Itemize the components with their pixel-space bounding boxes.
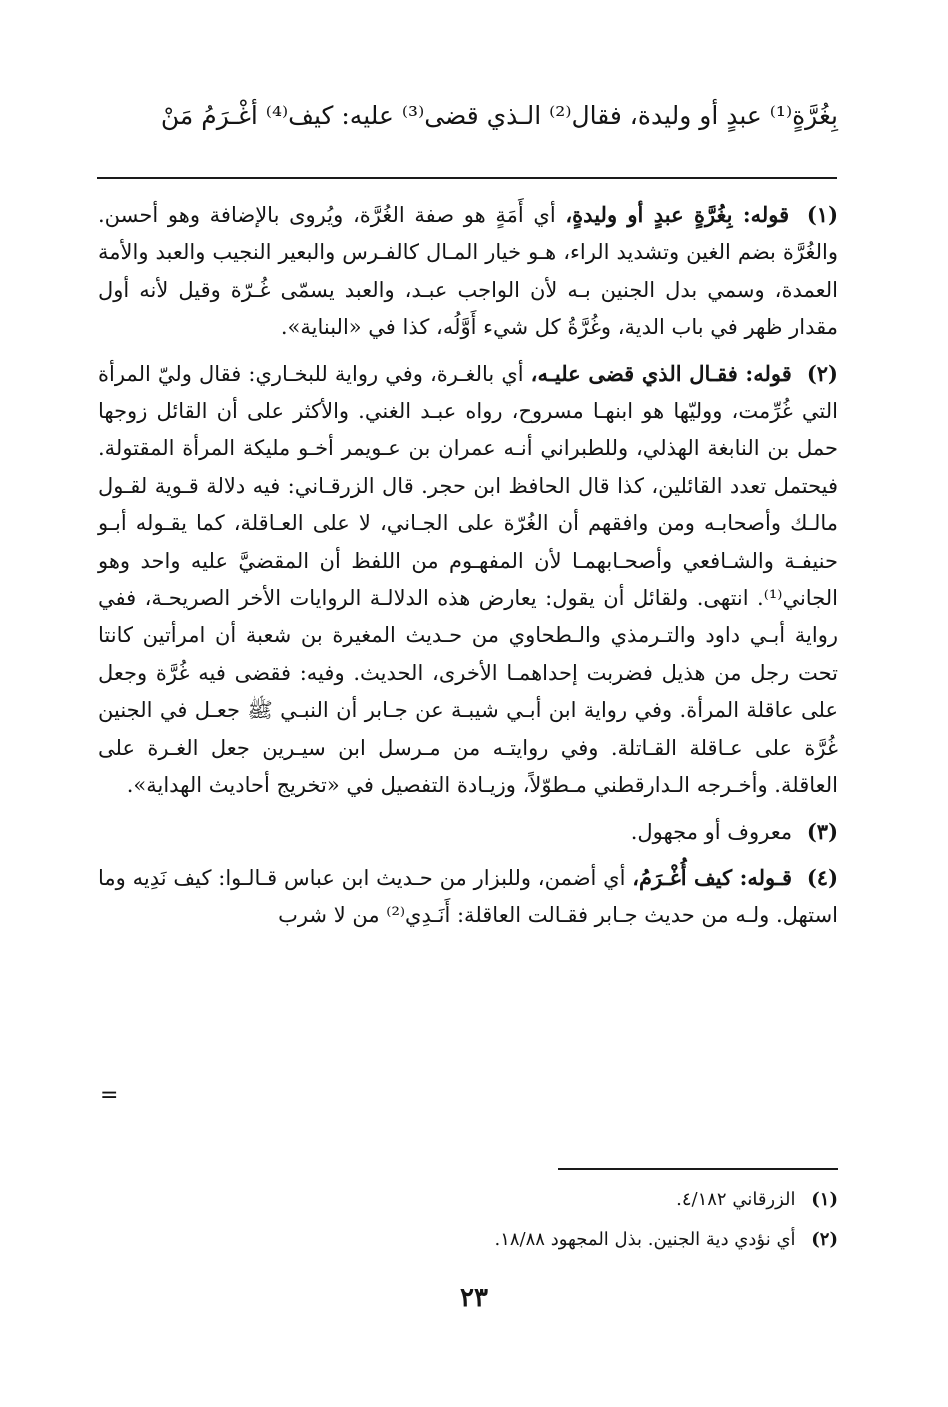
main-text-divider	[97, 177, 837, 179]
continuation-mark: =	[100, 1083, 119, 1108]
footnote-text: أي أَمَةٍ هو صفة الغُرَّة، ويُروى بالإضافة وهو أحسن. والغُرَّة بضم الغين وتشديد الراء، هـو خيار المـال كالفـرس والبعير النجيب والعبد والأمة العمدة، وسمي بدل الجنين بـه لأن الواجب عبـد، والعبد يسمّى غُـرّة وقيل لأنه أول مقدار ظهر في باب الدية، وغُرَّةُ كل شيء أَوَّلُه، كذا في «البناية».	[98, 203, 838, 340]
main-text-line: بِغُرَّةٍ⁽¹⁾ عبدٍ أو وليدة، فقال⁽²⁾ الـذي قضى⁽³⁾ عليه: كيف⁽⁴⁾ أغْـرَمُ مَنْ	[160, 101, 838, 130]
reference-text: أي نؤدي دية الجنين. بذل المجهود ١٨/٨٨.	[494, 1229, 796, 1250]
reference-number: (٢)	[811, 1229, 838, 1250]
footnote-number: (٤)	[806, 864, 838, 890]
reference-1	[98, 1180, 838, 1220]
footnote-lead: قـوله: كيف أُغْـرَمُ،	[632, 864, 793, 890]
footnote-text: أي بالغـرة، وفي رواية للبخـاري: فقال وليّ المرأة التي غُرِّمت، ووليّها هو ابنهـا مسروح، رواه عبـد الغني. والأكثر على أن القائل زوجها حمل بن النابغة الهذلي، وللطبراني أنـه عمران بن عـويمر أخـو مليكة المرأة المقتولة. فيحتمل تعدد القائلين، كذا قال الحافظ ابن حجر. قال الزرقـاني: فيه دلالة قـوية لقـول مالـك وأصحابـه ومن وافقهم أن الغُرّة على الجـاني، لا على العـاقلة، كما يقـوله أبـو حنيفـة والشـافعي وأصحـابهمـا لأن المفهـوم من اللفظ أن المقضيَّ عليه واحد وهو الجاني⁽¹⁾. انتهى. ولقائل أن يقول: يعارض هذه الدلالـة الروايات الأخر الصريحـة، ففي رواية أبـي داود والتـرمذي والـطحاوي من حـديث المغيرة بن شعبة أن امرأتين كانتا تحت رجل من هذيل فضربت إحداهمـا الأخرى، الحديث. وفيه: فقضى فيه غُرَّة وجعل على عاقلة المرأة. وفي رواية ابن أبـي شيبـة عن جـابر أن النبـي ﷺ جعـل في الجنين غُرَّة على عـاقلة القـاتلة. وفي روايتـه من مـرسل ابن سيـرين جعل الغـرة على العاقلة. وأخـرجه الـدارقطني مـطوّلاً، وزيـادة التفصيل في «تخريج أحاديث الهداية».	[98, 361, 838, 798]
footnote-lead: قوله: بِغُرَّةٍ عبدٍ أو وليدةٍ،	[565, 202, 790, 227]
footnote-3	[98, 813, 838, 851]
page-number: ٢٣	[460, 1283, 488, 1313]
footnote-1	[98, 196, 838, 347]
footnote-number: (٣)	[806, 818, 838, 844]
reference-2	[98, 1220, 838, 1260]
references-divider	[558, 1168, 838, 1170]
footnote-number: (١)	[806, 202, 838, 227]
footnote-number: (٢)	[806, 360, 838, 386]
footnote-text: معروف أو مجهول.	[630, 819, 793, 844]
references-section	[98, 1180, 838, 1260]
reference-text: الزرقاني ٤/١٨٢.	[676, 1189, 796, 1210]
footnote-lead: قوله: فقـال الذي قضى عليـه،	[530, 360, 792, 386]
footnote-4	[98, 859, 838, 935]
footnote-2	[98, 355, 838, 805]
footnotes-section	[98, 196, 838, 935]
reference-number: (١)	[811, 1189, 838, 1210]
footnote-text: أي أضمن، وللبزار من حـديث ابن عباس قـالـوا: كيف نَدِيه وما استهل. ولـه من حديث جـابر فقـالت العاقلة: أَنَـدِي⁽²⁾ من لا شرب	[98, 865, 838, 928]
